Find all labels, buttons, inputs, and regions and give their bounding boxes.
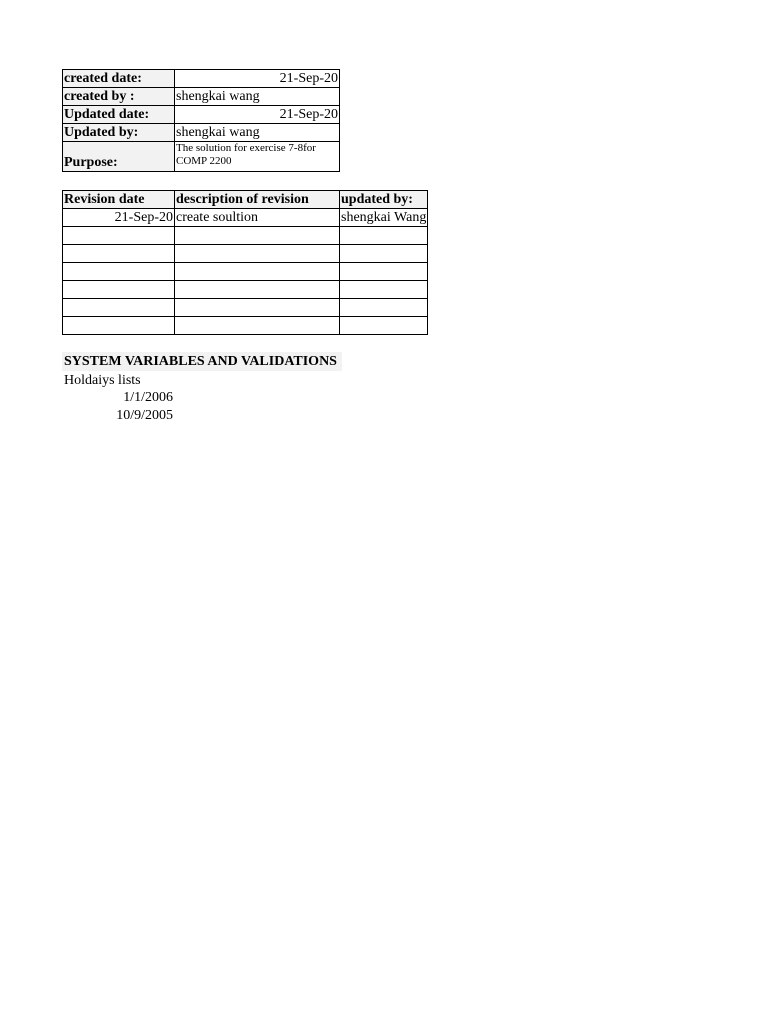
revision-date-cell[interactable] xyxy=(63,281,175,299)
purpose-value[interactable]: The solution for exercise 7-8for COMP 2200 xyxy=(175,142,340,172)
holidays-list-label[interactable]: Holdaiys lists xyxy=(64,373,141,388)
revision-updated-by-cell[interactable] xyxy=(340,281,428,299)
revision-date-cell[interactable] xyxy=(63,227,175,245)
table-row xyxy=(63,299,428,317)
created-by-row xyxy=(63,88,340,106)
table-row xyxy=(63,281,428,299)
updated-by-row xyxy=(63,124,340,142)
updated-date-label[interactable]: Updated date: xyxy=(63,106,175,124)
revision-updated-by-cell[interactable] xyxy=(340,299,428,317)
revision-description-cell[interactable] xyxy=(175,263,340,281)
created-date-label[interactable]: created date: xyxy=(63,70,175,88)
revision-updated-by-cell[interactable]: shengkai Wang xyxy=(341,210,427,225)
revision-date-cell[interactable]: 21-Sep-20 xyxy=(63,209,175,227)
revision-table xyxy=(62,190,428,335)
revision-date-cell[interactable] xyxy=(63,299,175,317)
revision-description-cell[interactable] xyxy=(175,317,340,335)
system-variables-title[interactable]: SYSTEM VARIABLES AND VALIDATIONS xyxy=(62,352,342,371)
revision-description-header[interactable]: description of revision xyxy=(175,191,340,209)
revision-date-cell[interactable] xyxy=(63,263,175,281)
revision-updated-by-cell[interactable] xyxy=(340,317,428,335)
revision-date-header[interactable]: Revision date xyxy=(63,191,175,209)
created-by-value[interactable]: shengkai wang xyxy=(175,88,340,106)
revision-date-cell[interactable] xyxy=(63,245,175,263)
holiday-date[interactable]: 1/1/2006 xyxy=(123,390,173,405)
revision-description-cell[interactable] xyxy=(175,281,340,299)
revision-date-cell[interactable] xyxy=(63,317,175,335)
purpose-label[interactable]: Purpose: xyxy=(63,142,175,172)
revision-updated-by-cell[interactable] xyxy=(340,227,428,245)
created-by-label[interactable]: created by : xyxy=(63,88,175,106)
updated-date-row xyxy=(63,106,340,124)
table-row xyxy=(63,317,428,335)
revision-header-row xyxy=(63,191,428,209)
table-row xyxy=(63,245,428,263)
table-row xyxy=(63,209,428,227)
updated-date-value[interactable]: 21-Sep-20 xyxy=(175,106,340,124)
created-date-value[interactable]: 21-Sep-20 xyxy=(175,70,340,88)
created-date-row xyxy=(63,70,340,88)
holidays-list xyxy=(62,389,173,425)
revision-description-cell[interactable] xyxy=(175,299,340,317)
revision-updated-by-cell[interactable] xyxy=(340,245,428,263)
holiday-date[interactable]: 10/9/2005 xyxy=(116,408,173,423)
revision-description-cell[interactable] xyxy=(175,245,340,263)
revision-updated-by-header[interactable]: updated by: xyxy=(340,191,428,209)
purpose-row xyxy=(63,142,340,172)
revision-description-cell[interactable]: create soultion xyxy=(175,209,340,227)
updated-by-label[interactable]: Updated by: xyxy=(63,124,175,142)
document-info-table xyxy=(62,69,340,172)
table-row xyxy=(63,227,428,245)
revision-description-cell[interactable] xyxy=(175,227,340,245)
table-row xyxy=(63,263,428,281)
revision-updated-by-cell[interactable] xyxy=(340,263,428,281)
updated-by-value[interactable]: shengkai wang xyxy=(175,124,340,142)
